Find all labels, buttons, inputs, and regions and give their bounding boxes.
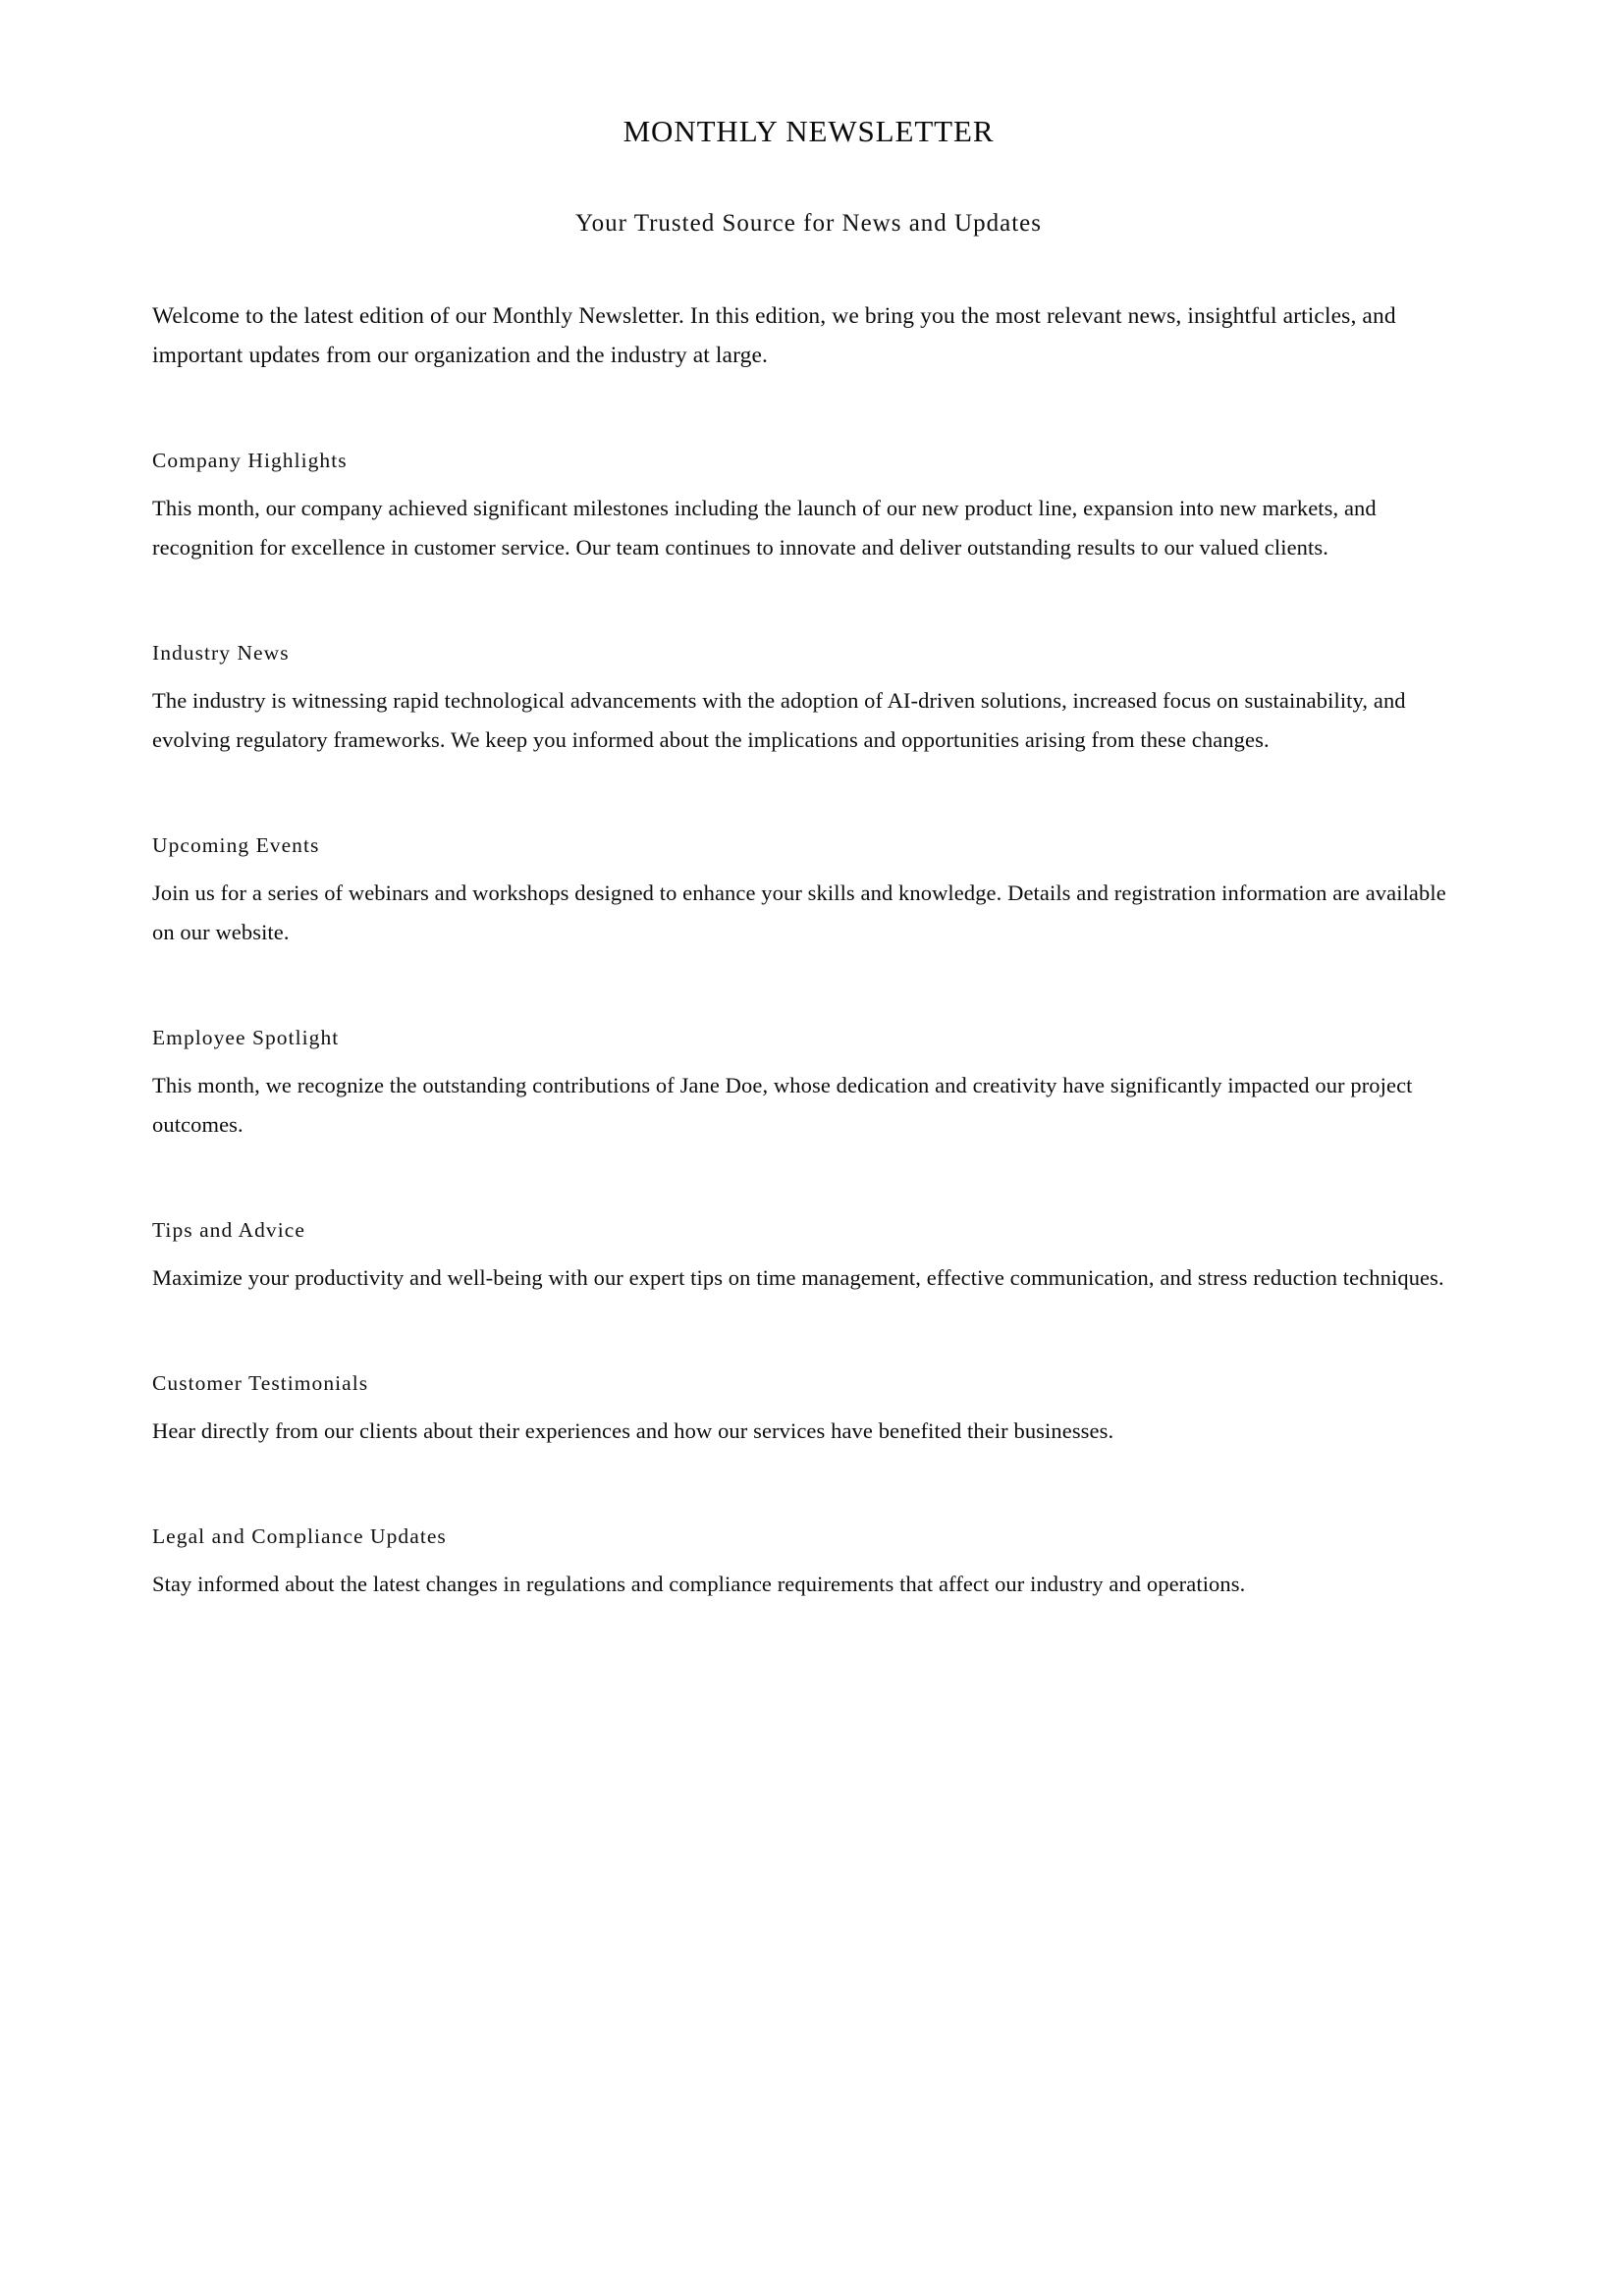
section-body: Maximize your productivity and well-being with our expert tips on time management, effective communication, and stress reduction techniques. — [152, 1265, 1444, 1290]
section-heading: Employee Spotlight — [152, 1026, 340, 1049]
section-legal-and-compliance-updates — [152, 1520, 1465, 1604]
section-heading: Tips and Advice — [152, 1218, 305, 1242]
section-employee-spotlight — [152, 1021, 1465, 1145]
page-title: MONTHLY NEWSLETTER — [623, 114, 995, 148]
section-body: This month, our company achieved significant milestones including the launch of our new product line, expansion into new markets, and recognition for excellence in customer service. Our team continues to innovate and deliver outstanding results to our valued clients. — [152, 496, 1377, 560]
section-body: The industry is witnessing rapid technological advancements with the adoption of AI-driven solutions, increased focus on sustainability, and evolving regulatory frameworks. We keep you informed about the implications and opportunities arising from these changes. — [152, 688, 1406, 752]
section-tips-and-advice — [152, 1213, 1465, 1298]
section-body: Hear directly from our clients about their experiences and how our services have benefited their businesses. — [152, 1418, 1114, 1443]
section-heading: Industry News — [152, 641, 290, 665]
document-content — [152, 0, 1465, 1604]
page-subtitle: Your Trusted Source for News and Updates — [575, 210, 1042, 237]
section-heading: Company Highlights — [152, 449, 348, 472]
section-heading: Legal and Compliance Updates — [152, 1524, 447, 1548]
section-body: Join us for a series of webinars and workshops designed to enhance your skills and knowledge. Details and registration information are available on our website. — [152, 881, 1446, 944]
section-industry-news — [152, 636, 1465, 760]
section-upcoming-events — [152, 828, 1465, 952]
section-heading: Customer Testimonials — [152, 1371, 369, 1395]
section-heading: Upcoming Events — [152, 833, 320, 857]
section-body: This month, we recognize the outstanding contributions of Jane Doe, whose dedication and creativity have significantly impacted our project outcomes. — [152, 1073, 1413, 1137]
section-body: Stay informed about the latest changes in regulations and compliance requirements that affect our industry and operations. — [152, 1572, 1246, 1596]
intro-paragraph: Welcome to the latest edition of our Monthly Newsletter. In this edition, we bring you the most relevant news, insightful articles, and important updates from our organization and the industry at large. — [152, 303, 1396, 368]
section-company-highlights — [152, 444, 1465, 567]
section-customer-testimonials — [152, 1366, 1465, 1451]
